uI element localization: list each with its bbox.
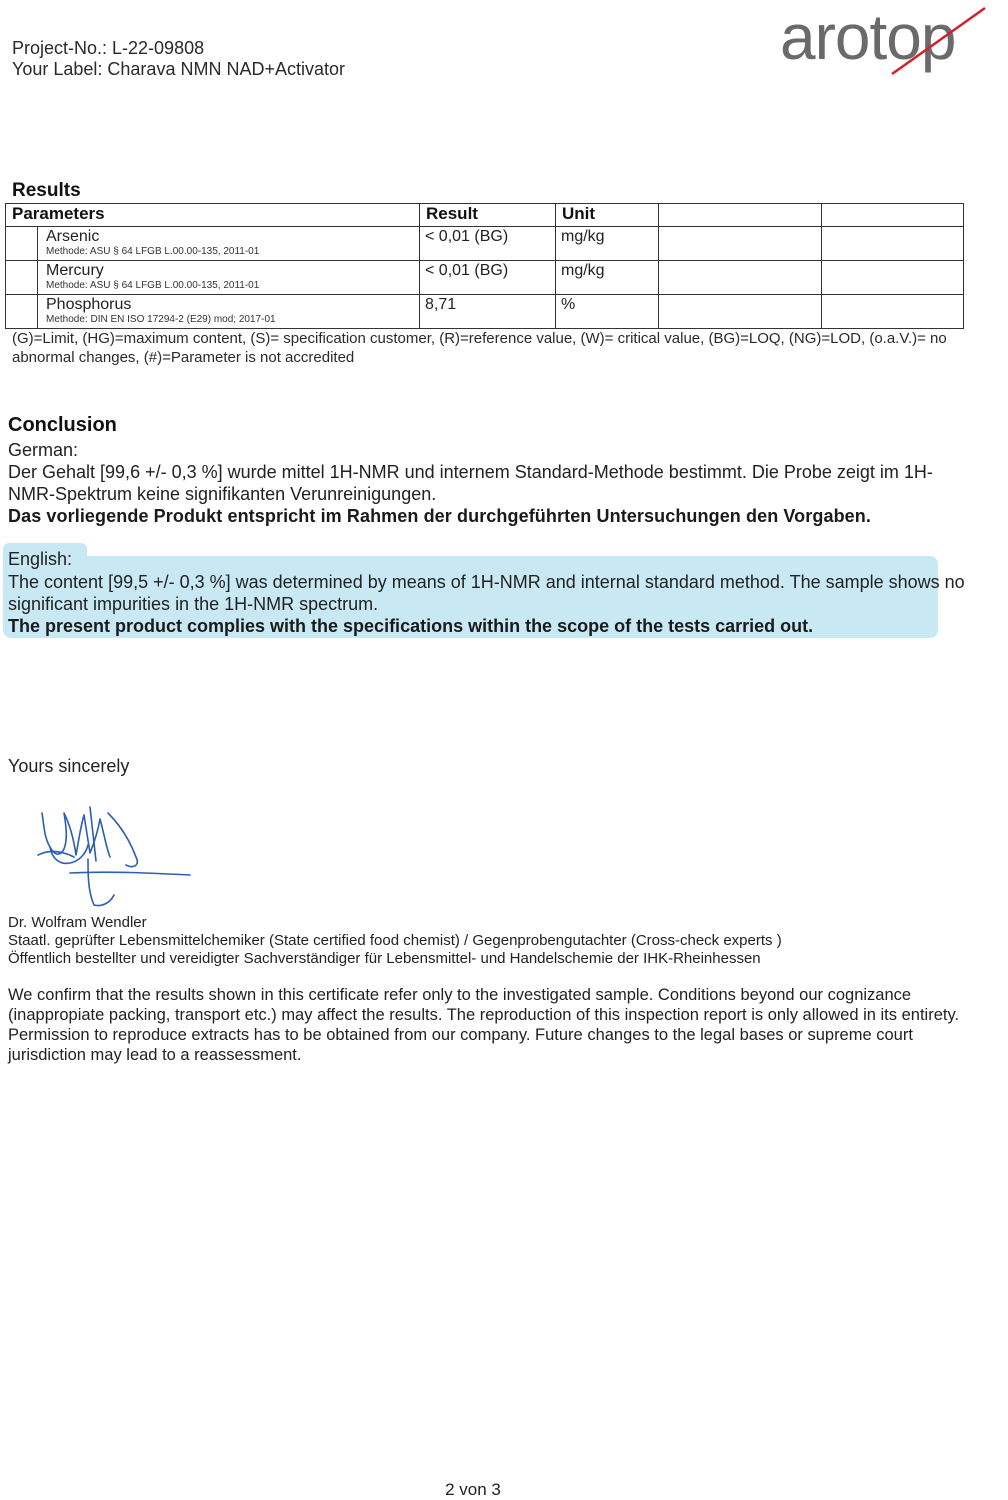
row-spacer-cell <box>6 295 38 329</box>
english-label: English: <box>8 549 73 569</box>
result-value: < 0,01 (BG) <box>425 228 509 245</box>
row-spacer-cell <box>6 227 38 261</box>
result-cell <box>420 261 556 295</box>
parameter-cell <box>38 295 420 329</box>
parameter-cell <box>38 227 420 261</box>
disclaimer-paragraph: We confirm that the results shown in this certificate refer only to the investigated sample. Conditions beyond our cognizance (inappropiate packing, transport etc.) may affect the results. The reproduction of this inspection report is only allowed in its entirety. Permission to reproduce extracts has to be obtained from our company. Future changes to the legal bases or supreme court jurisdiction may lead to a reassessment. <box>8 986 960 1064</box>
row-spacer-cell <box>6 261 38 295</box>
closing-salutation: Yours sincerely <box>8 756 130 776</box>
table-row <box>6 261 964 295</box>
result-value: 8,71 <box>425 296 457 313</box>
result-value: < 0,01 (BG) <box>425 262 509 279</box>
parameter-method: Methode: ASU § 64 LFGB L.00.00-135, 2011-01 <box>46 280 260 291</box>
parameter-method: Methode: ASU § 64 LFGB L.00.00-135, 2011-01 <box>46 246 260 257</box>
column-header-unit: Unit <box>556 204 659 227</box>
parameter-cell <box>38 261 420 295</box>
english-conclusion-text: The content [99,5 +/- 0,3 %] was determined by means of 1H-NMR and internal standard method. The sample shows no significant impurities in the 1H-NMR spectrum. <box>8 572 965 614</box>
logo-text: arotop <box>780 1 956 73</box>
column-header-parameters: Parameters <box>6 204 420 227</box>
unit-cell <box>556 295 659 329</box>
empty-cell <box>822 227 964 261</box>
table-row <box>6 227 964 261</box>
table-header-row <box>6 204 964 227</box>
empty-cell <box>659 227 822 261</box>
empty-cell <box>822 261 964 295</box>
table-row <box>6 295 964 329</box>
page-number: 2 von 3 <box>445 1480 501 1499</box>
german-label: German: <box>8 440 79 460</box>
column-header-result: Result <box>420 204 556 227</box>
project-number: Project-No.: L-22-09808 <box>12 38 205 58</box>
empty-cell <box>659 295 822 329</box>
signer-title: Staatl. geprüfter Lebensmittelchemiker (State certified food chemist) / Gegenprobengutachter (Cross-check experts ) <box>8 932 782 949</box>
signer-name: Dr. Wolfram Wendler <box>8 914 147 931</box>
parameter-name: Phosphorus <box>46 296 132 313</box>
signer-appointment: Öffentlich bestellter und vereidigter Sachverständiger für Lebensmittel- und Handelschemie der IHK-Rheinhessen <box>8 950 761 967</box>
parameter-method: Methode: DIN EN ISO 17294-2 (E29) mod; 2017-01 <box>46 314 276 325</box>
unit-value: mg/kg <box>561 228 605 245</box>
parameter-name: Arsenic <box>46 228 100 245</box>
result-cell <box>420 227 556 261</box>
german-conclusion-statement: Das vorliegende Produkt entspricht im Rahmen der durchgeführten Untersuchungen den Vorgaben. <box>8 506 871 526</box>
logo-slash-icon <box>780 0 1008 80</box>
results-table <box>5 203 964 329</box>
conclusion-heading: Conclusion <box>8 414 117 436</box>
empty-cell <box>659 261 822 295</box>
empty-cell <box>822 295 964 329</box>
german-conclusion-text: Der Gehalt [99,6 +/- 0,3 %] wurde mittel 1H-NMR und internem Standard-Methode bestimmt. Die Probe zeigt im 1H-NMR-Spektrum keine signifikanten Verunreinigungen. <box>8 462 933 504</box>
result-cell <box>420 295 556 329</box>
handwritten-signature <box>30 795 205 910</box>
parameter-name: Mercury <box>46 262 104 279</box>
unit-value: mg/kg <box>561 262 605 279</box>
unit-cell <box>556 227 659 261</box>
unit-value: % <box>561 296 576 313</box>
abbreviation-legend: (G)=Limit, (HG)=maximum content, (S)= specification customer, (R)=reference value, (W)= critical value, (BG)=LOQ, (NG)=LOD, (o.a.V.)= no abnormal changes, (#)=Parameter is not accredited <box>12 330 947 366</box>
column-header-empty-1 <box>659 204 822 227</box>
project-info <box>12 38 345 80</box>
unit-cell <box>556 261 659 295</box>
project-label: Your Label: Charava NMN NAD+Activator <box>12 59 345 79</box>
arotop-logo <box>780 0 1008 80</box>
english-conclusion-statement: The present product complies with the specifications within the scope of the tests carried out. <box>8 616 814 636</box>
column-header-empty-2 <box>822 204 964 227</box>
results-heading: Results <box>12 180 81 201</box>
